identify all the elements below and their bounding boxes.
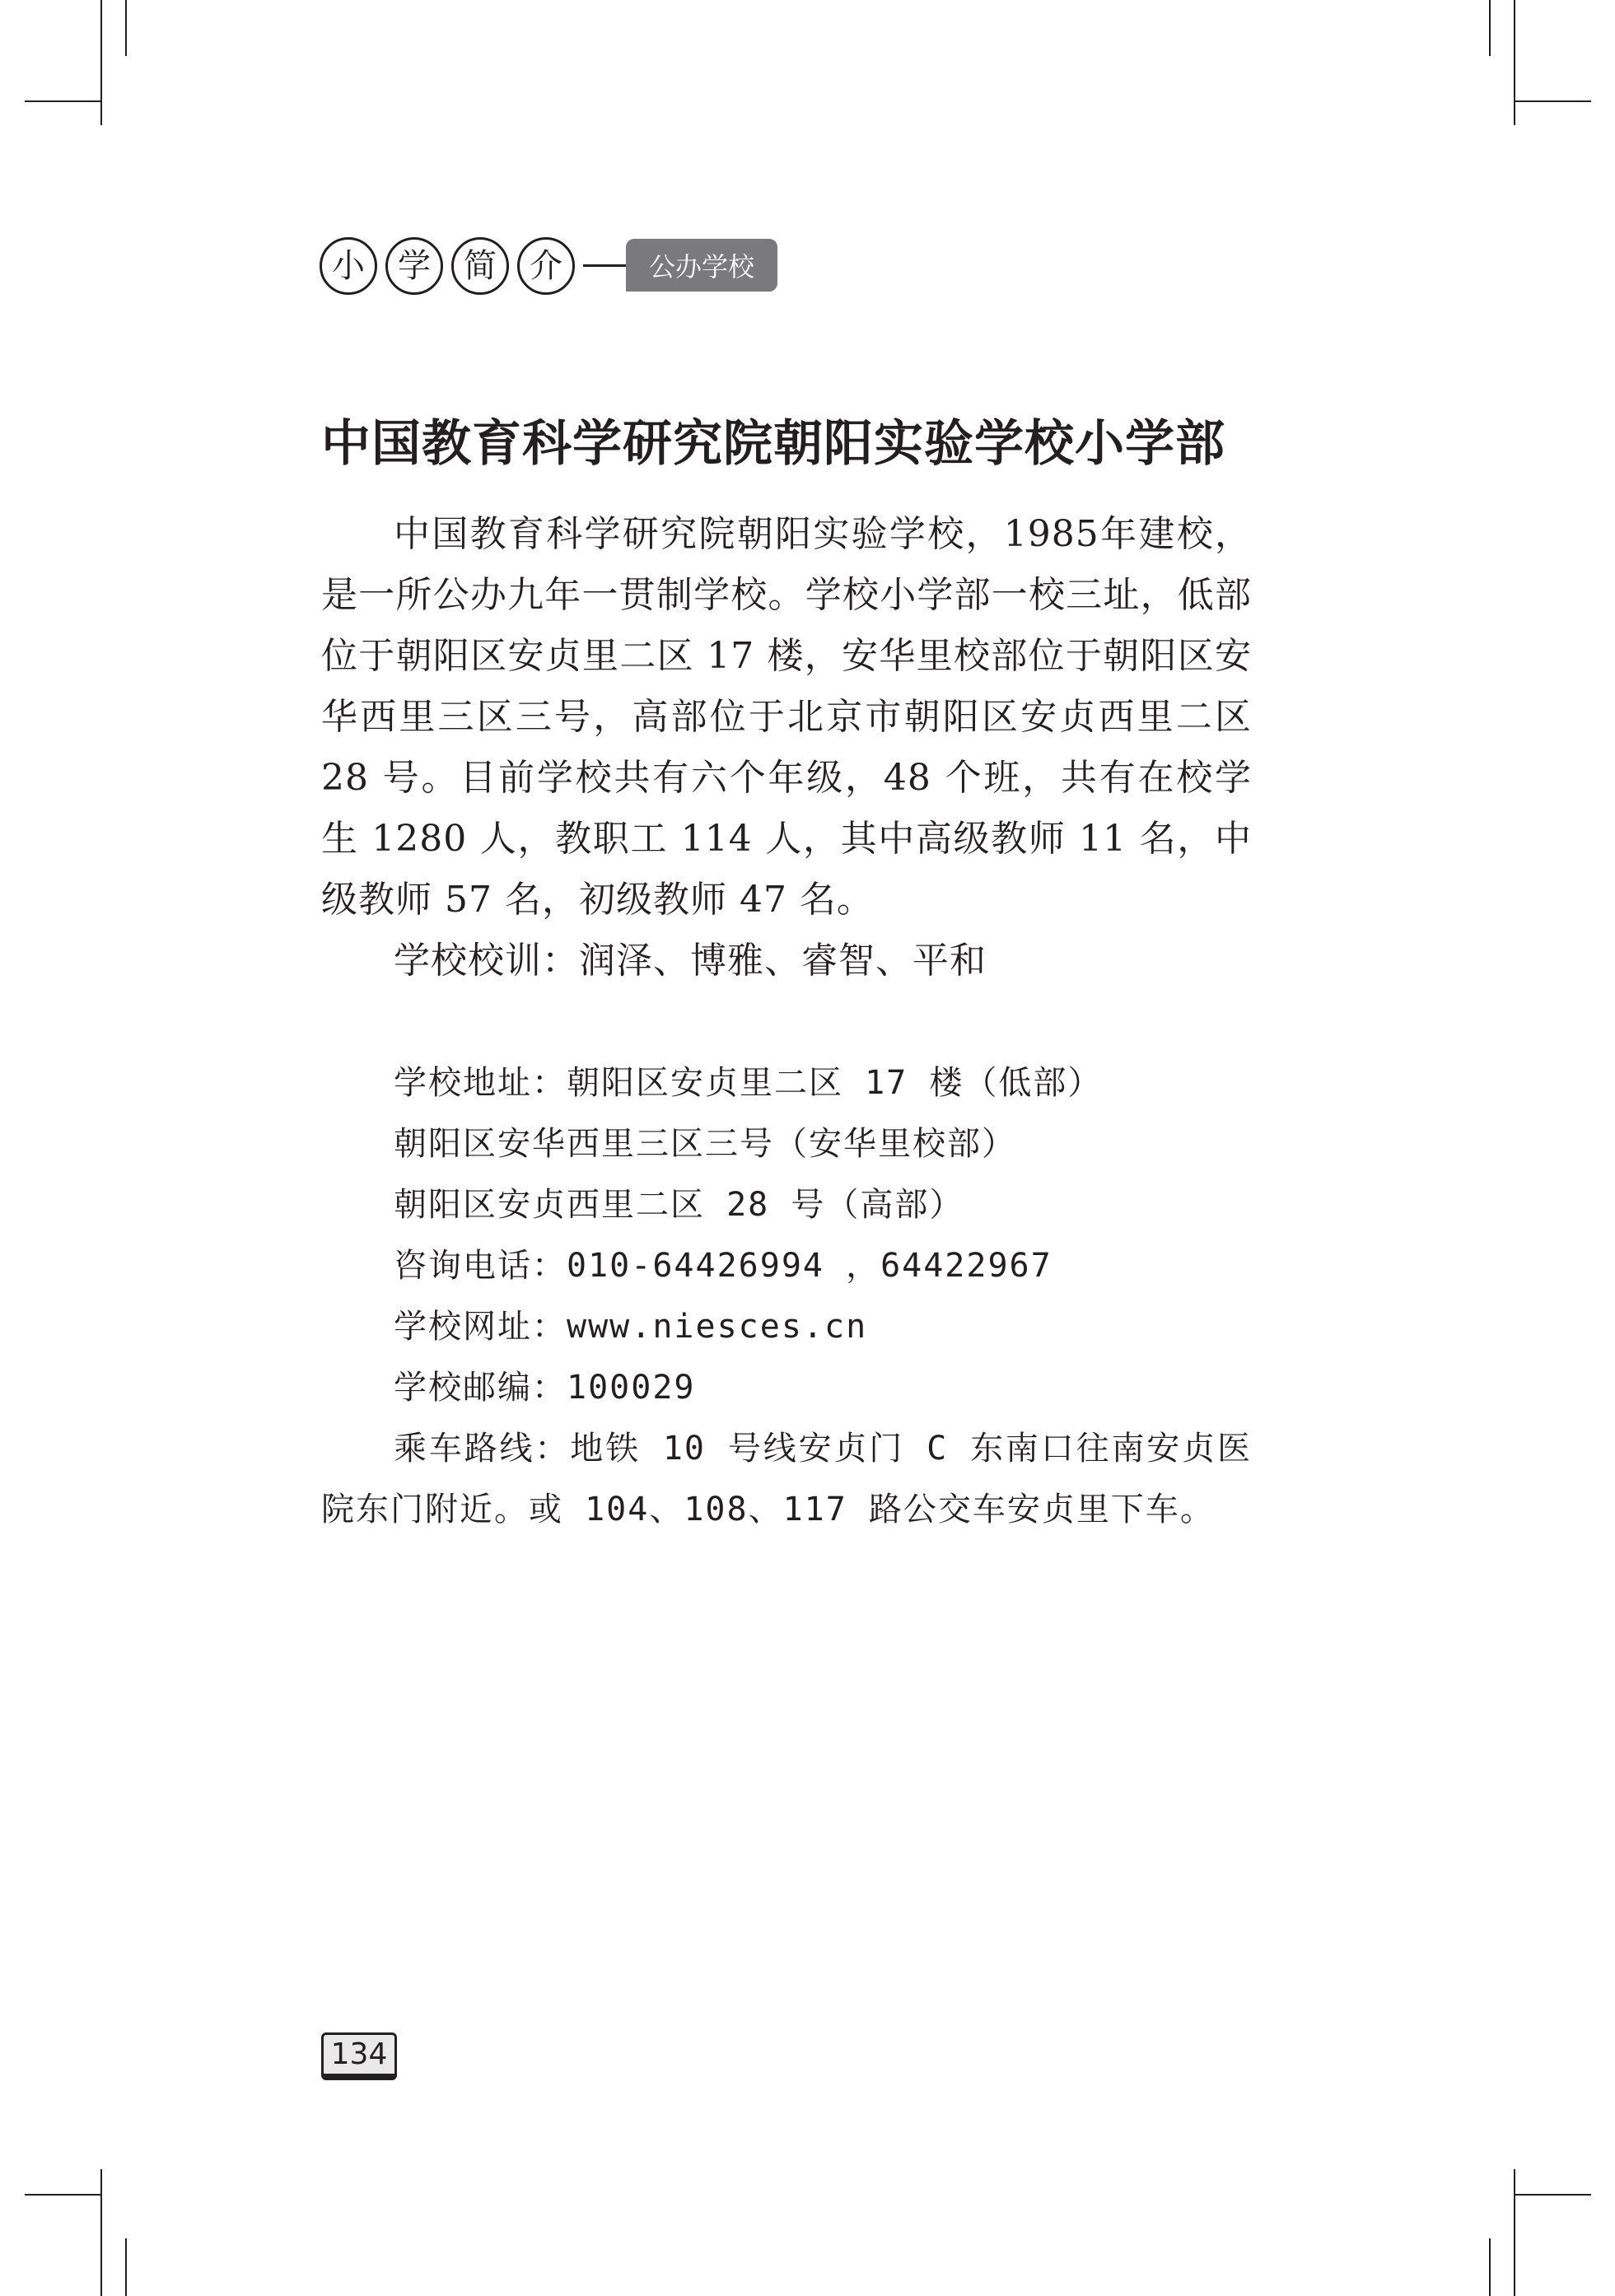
crop-mark (1489, 2238, 1491, 2296)
crop-mark (25, 100, 102, 102)
school-motto: 学校校训：润泽、博雅、睿智、平和 (394, 940, 987, 982)
header-circle-char: 学 (385, 237, 443, 295)
address-anhuali-campus: 朝阳区安华西里三区三号（安华里校部） (394, 1125, 1016, 1163)
crop-mark (125, 2238, 127, 2296)
contact-info (321, 1052, 1252, 1540)
spacer (321, 992, 1252, 1052)
crop-mark (1514, 100, 1591, 102)
crop-mark (125, 0, 127, 56)
header-circle-char: 介 (517, 237, 575, 295)
crop-mark (100, 0, 102, 125)
postcode-info: 学校邮编：100029 (394, 1369, 696, 1407)
address-high-campus: 朝阳区安贞西里二区 28 号（高部） (394, 1186, 964, 1224)
transit-route: 乘车路线：地铁 10 号线安贞门 C 东南口往南安贞医院东门附近。或 104、108、117 路公交车安贞里下车。 (321, 1430, 1252, 1528)
crop-mark (25, 2194, 102, 2196)
article-body (321, 504, 1252, 1540)
crop-mark (1489, 0, 1491, 56)
phone-info: 咨询电话：010-64426994 ，64422967 (394, 1247, 1053, 1285)
intro-paragraph: 中国教育科学研究院朝阳实验学校，1985年建校，是一所公办九年一贯制学校。学校小学部一校三址，低部位于朝阳区安贞里二区 17 楼，安华里校部位于朝阳区安华西里三区三号，高部位于北京市朝阳区安贞西里二区 28 号。目前学校共有六个年级，48 个班，共有在校学生 1280 人，教职工 114 人，其中高级教师 11 名，中级教师 57 名，初级教师 47 名。 (321, 513, 1252, 921)
header-circle-char: 简 (451, 237, 509, 295)
crop-mark (1514, 0, 1515, 125)
website-info: 学校网址：www.niesces.cn (394, 1308, 868, 1346)
category-tag: 公办学校 (626, 239, 777, 292)
crop-mark (1514, 2169, 1515, 2296)
page-title: 中国教育科学研究院朝阳实验学校小学部 (321, 415, 1225, 473)
page-number: 134 (321, 2032, 397, 2080)
header-circle-char: 小 (320, 237, 377, 295)
crop-mark (1514, 2194, 1591, 2196)
section-header (320, 237, 781, 295)
crop-mark (100, 2169, 102, 2296)
address-low-campus: 学校地址：朝阳区安贞里二区 17 楼（低部） (394, 1064, 1103, 1102)
